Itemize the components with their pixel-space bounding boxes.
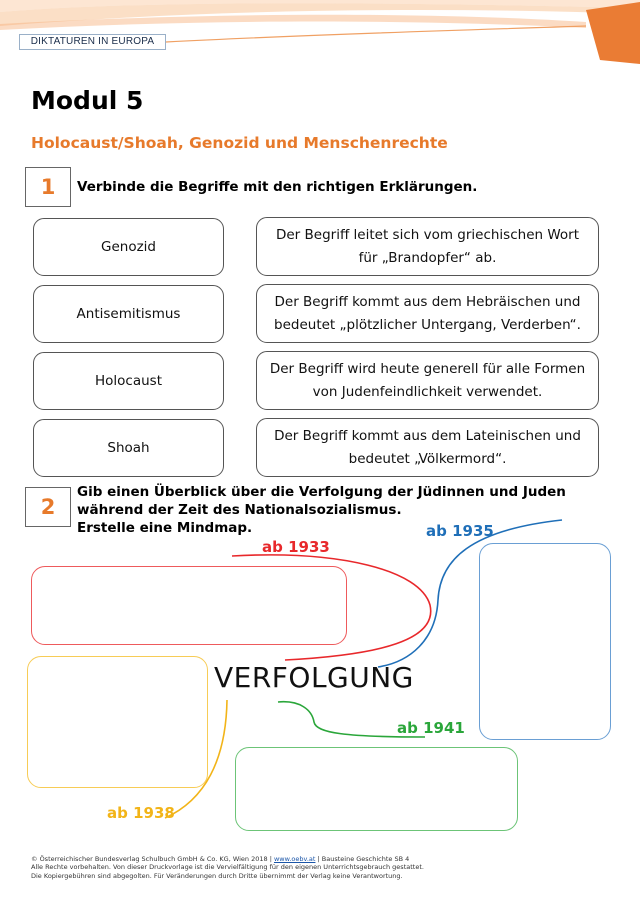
answer-box-1941[interactable] [235, 747, 518, 831]
footer-line-3: Die Kopiergebühren sind abgegolten. Für Veränderungen durch Dritte übernimmt der Verlag keine Verantwortung. [31, 871, 403, 880]
answer-box-1933[interactable] [31, 566, 347, 645]
explanation-text: Der Begriff kommt aus dem Hebräischen und bedeutet „plötzlicher Untergang, Verderben“. [274, 293, 581, 333]
page-title: Modul 5 [31, 86, 144, 115]
publisher-link[interactable]: www.oebv.at [273, 855, 316, 863]
explanation-box-3[interactable] [256, 351, 599, 410]
term-box-genozid[interactable] [33, 218, 224, 276]
task-number-2: 2 [25, 487, 71, 527]
task1-instruction: Verbinde die Begriffe mit den richtigen Erklärungen. [77, 179, 478, 195]
task2-instruction-line3: Erstelle eine Mindmap. [77, 520, 253, 536]
branch-label-1938: ab 1938 [107, 804, 175, 822]
branch-label-1933: ab 1933 [262, 538, 330, 556]
explanation-text: Der Begriff wird heute generell für alle Formen von Judenfeindlichkeit verwendet. [269, 360, 586, 400]
footer-copyright: © Österreichischer Bundesverlag Schulbuch GmbH & Co. KG, Wien 2018 | [31, 855, 274, 863]
task-number-1: 1 [25, 167, 71, 207]
branch-label-1941: ab 1941 [397, 719, 465, 737]
mindmap-center: VERFOLGUNG [214, 661, 414, 694]
answer-box-1938[interactable] [27, 656, 208, 788]
explanation-text: Der Begriff leitet sich vom griechischen Wort für „Brandopfer“ ab. [275, 226, 580, 266]
footer-line-1 [31, 855, 591, 863]
term-label: Shoah [107, 439, 150, 456]
term-box-shoah[interactable] [33, 419, 224, 477]
term-label: Antisemitismus [76, 305, 181, 322]
branch-label-1935: ab 1935 [426, 522, 494, 540]
term-box-antisemitismus[interactable] [33, 285, 224, 343]
explanation-box-2[interactable] [256, 284, 599, 343]
answer-box-1935[interactable] [479, 543, 611, 740]
explanation-box-4[interactable] [256, 418, 599, 477]
footer-line-2: Alle Rechte vorbehalten. Von dieser Druckvorlage ist die Vervielfältigung für den eigenen Unterrichtsgebrauch gestattet. [31, 863, 424, 872]
explanation-text: Der Begriff kommt aus dem Lateinischen und bedeutet „Völkermord“. [274, 427, 581, 467]
task2-instruction-line1: Gib einen Überblick über die Verfolgung der Jüdinnen und Juden [77, 484, 566, 500]
explanation-box-1[interactable] [256, 217, 599, 276]
term-label: Genozid [101, 238, 156, 255]
task2-instruction-line2: während der Zeit des Nationalsozialismus. [77, 502, 402, 518]
footer [31, 855, 591, 880]
header-tag: DIKTATUREN IN EUROPA [19, 34, 166, 50]
page-subtitle: Holocaust/Shoah, Genozid und Menschenrechte [31, 134, 448, 152]
term-box-holocaust[interactable] [33, 352, 224, 410]
term-label: Holocaust [95, 372, 162, 389]
footer-book: | Bausteine Geschichte SB 4 [315, 855, 410, 863]
